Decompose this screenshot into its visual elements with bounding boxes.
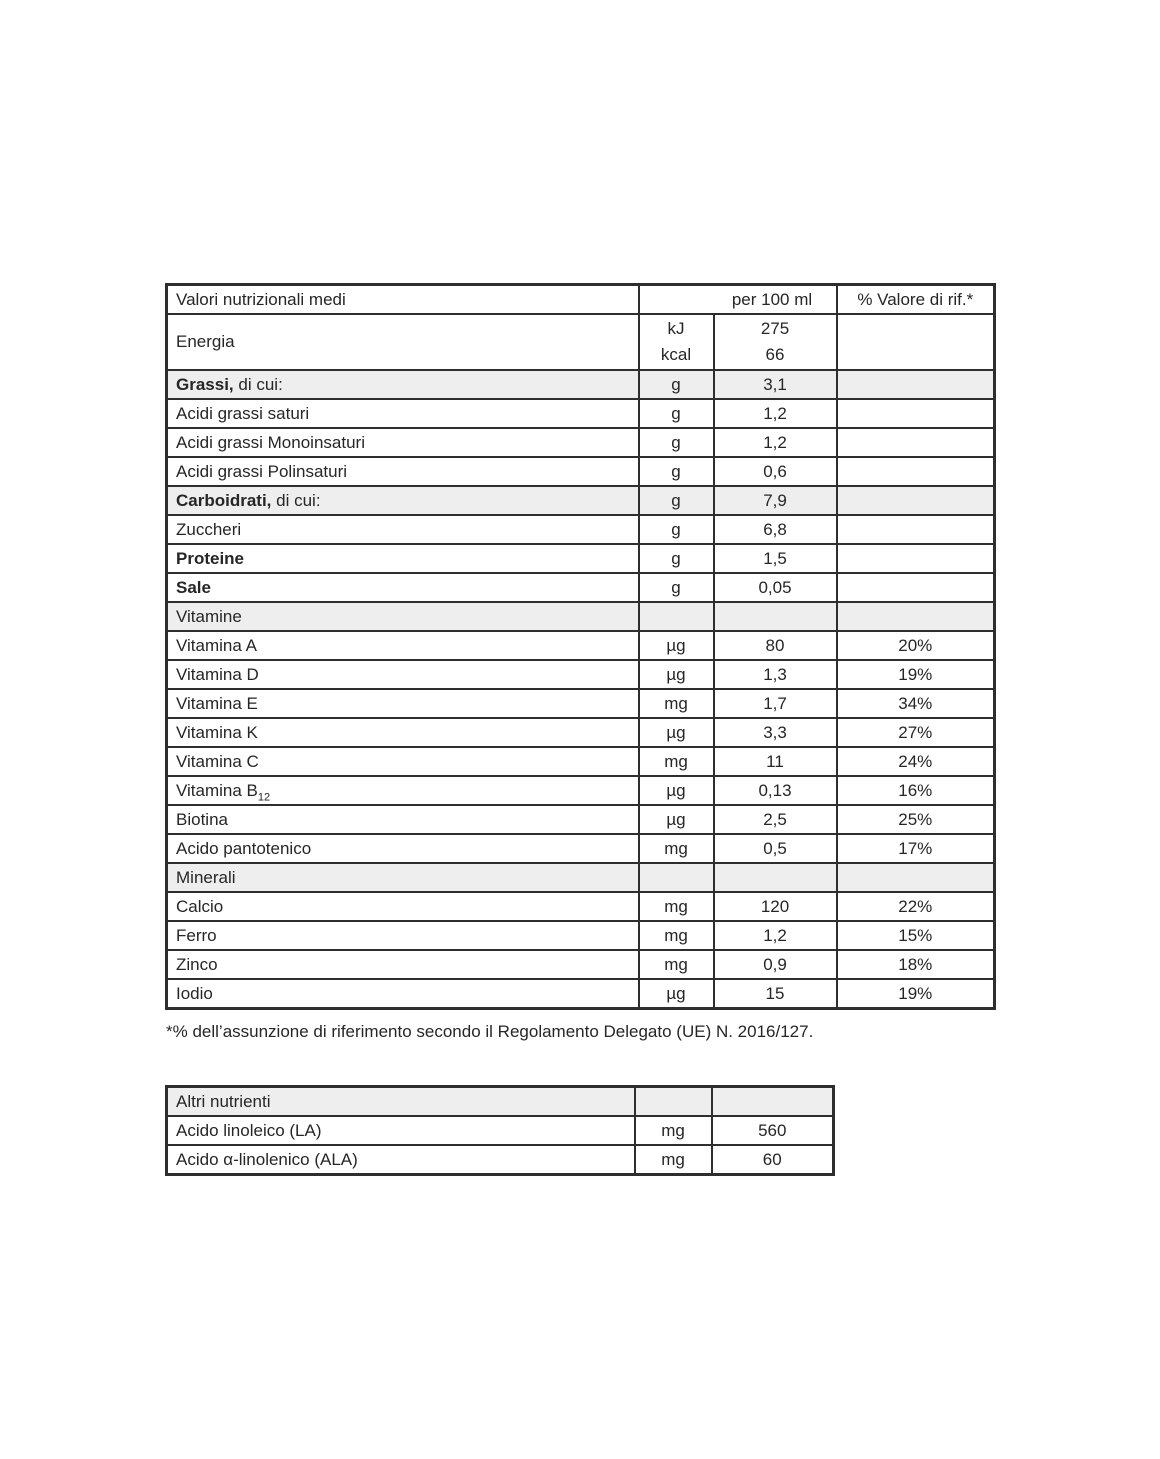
nutrient-name: Iodio bbox=[167, 979, 639, 1009]
nutrient-row bbox=[167, 486, 995, 515]
nutrient-reference-percent: 24% bbox=[837, 747, 995, 776]
section-title: Minerali bbox=[167, 863, 639, 892]
nutrient-row bbox=[167, 834, 995, 863]
nutrient-value: 560 bbox=[712, 1116, 834, 1145]
nutrient-unit: µg bbox=[639, 660, 714, 689]
nutrient-name: Grassi, di cui: bbox=[167, 370, 639, 399]
nutrient-value: 6,8 bbox=[714, 515, 837, 544]
nutrient-row bbox=[167, 921, 995, 950]
nutrient-unit: µg bbox=[639, 776, 714, 805]
nutrient-value: 1,7 bbox=[714, 689, 837, 718]
nutrient-value: 80 bbox=[714, 631, 837, 660]
nutrient-name: Carboidrati, di cui: bbox=[167, 486, 639, 515]
other-nutrients-header-unit-cell bbox=[635, 1087, 712, 1117]
nutrient-value: 0,05 bbox=[714, 573, 837, 602]
nutrient-reference-percent: 25% bbox=[837, 805, 995, 834]
nutrient-unit: mg bbox=[639, 834, 714, 863]
nutrient-row bbox=[167, 370, 995, 399]
nutrient-value: 1,2 bbox=[714, 428, 837, 457]
nutrient-reference-percent bbox=[837, 486, 995, 515]
nutrient-reference-percent bbox=[837, 457, 995, 486]
nutrient-reference-percent: 34% bbox=[837, 689, 995, 718]
nutrient-unit: g bbox=[639, 428, 714, 457]
nutrient-reference-percent bbox=[837, 863, 995, 892]
nutrient-unit: mg bbox=[635, 1145, 712, 1175]
nutrient-row bbox=[167, 892, 995, 921]
nutrient-name: Vitamina E bbox=[167, 689, 639, 718]
nutrient-unit: g bbox=[639, 399, 714, 428]
nutrient-name: Zuccheri bbox=[167, 515, 639, 544]
header-nutrients-label: Valori nutrizionali medi bbox=[167, 285, 639, 315]
nutrient-value: 0,5 bbox=[714, 834, 837, 863]
nutrient-name: Acidi grassi saturi bbox=[167, 399, 639, 428]
nutrient-name: Ferro bbox=[167, 921, 639, 950]
nutrient-name: Proteine bbox=[167, 544, 639, 573]
nutrient-unit: mg bbox=[639, 921, 714, 950]
nutrient-value: 7,9 bbox=[714, 486, 837, 515]
nutrient-row bbox=[167, 689, 995, 718]
nutrient-unit: µg bbox=[639, 805, 714, 834]
nutrient-name: Calcio bbox=[167, 892, 639, 921]
nutrient-reference-percent bbox=[837, 428, 995, 457]
nutrient-value bbox=[714, 602, 837, 631]
nutrient-value: 1,3 bbox=[714, 660, 837, 689]
nutrient-reference-percent bbox=[837, 314, 995, 370]
nutrient-value: 3,3 bbox=[714, 718, 837, 747]
section-row bbox=[167, 863, 995, 892]
nutrient-row bbox=[167, 660, 995, 689]
nutrient-row bbox=[167, 805, 995, 834]
nutrient-row bbox=[167, 979, 995, 1009]
nutrient-reference-percent: 15% bbox=[837, 921, 995, 950]
nutrient-value: 0,6 bbox=[714, 457, 837, 486]
nutrient-unit: g bbox=[639, 573, 714, 602]
section-title: Vitamine bbox=[167, 602, 639, 631]
nutrient-reference-percent bbox=[837, 573, 995, 602]
table2-header-row bbox=[167, 1087, 834, 1117]
nutrient-value: 0,13 bbox=[714, 776, 837, 805]
other-nutrients-table bbox=[165, 1085, 835, 1176]
nutrient-unit: µg bbox=[639, 631, 714, 660]
nutrient-row bbox=[167, 950, 995, 979]
nutrient-reference-percent: 19% bbox=[837, 660, 995, 689]
nutrient-unit: mg bbox=[639, 892, 714, 921]
nutrient-name: Zinco bbox=[167, 950, 639, 979]
nutrient-name: Acido linoleico (LA) bbox=[167, 1116, 635, 1145]
nutrient-unit: g bbox=[639, 457, 714, 486]
nutrient-unit: µg bbox=[639, 979, 714, 1009]
nutrient-name: Vitamina A bbox=[167, 631, 639, 660]
nutrient-name: Vitamina $B_{12}$ bbox=[167, 776, 639, 805]
nutrient-value: 11 bbox=[714, 747, 837, 776]
nutrient-value bbox=[714, 863, 837, 892]
nutrient-name: Acido α-linolenico (ALA) bbox=[167, 1145, 635, 1175]
nutrient-row bbox=[167, 718, 995, 747]
nutrient-row bbox=[167, 428, 995, 457]
nutrient-name: Biotina bbox=[167, 805, 639, 834]
nutrient-reference-percent: 20% bbox=[837, 631, 995, 660]
nutrient-row bbox=[167, 314, 995, 370]
nutrient-row bbox=[167, 515, 995, 544]
nutrient-unit: µg bbox=[639, 718, 714, 747]
nutrient-unit: g bbox=[639, 370, 714, 399]
nutrient-value: 3,1 bbox=[714, 370, 837, 399]
other-nutrients-header-label: Altri nutrienti bbox=[167, 1087, 635, 1117]
nutrient-name: Acidi grassi Polinsaturi bbox=[167, 457, 639, 486]
nutrient-reference-percent: 19% bbox=[837, 979, 995, 1009]
nutrient-value: 1,2 bbox=[714, 921, 837, 950]
nutrient-name: Acido pantotenico bbox=[167, 834, 639, 863]
nutrient-row bbox=[167, 573, 995, 602]
nutrient-name: Sale bbox=[167, 573, 639, 602]
nutrient-unit: mg bbox=[639, 950, 714, 979]
nutrient-value: 60 bbox=[712, 1145, 834, 1175]
nutrient-unit: mg bbox=[639, 747, 714, 776]
nutrient-reference-percent bbox=[837, 602, 995, 631]
nutrient-name: Acidi grassi Monoinsaturi bbox=[167, 428, 639, 457]
nutrient-value: 2,5 bbox=[714, 805, 837, 834]
nutrient-row bbox=[167, 544, 995, 573]
nutrient-reference-percent bbox=[837, 399, 995, 428]
nutrient-reference-percent: 22% bbox=[837, 892, 995, 921]
nutrient-name: Vitamina C bbox=[167, 747, 639, 776]
nutrient-name: Energia bbox=[167, 314, 639, 370]
nutrient-value: 15 bbox=[714, 979, 837, 1009]
nutrient-row bbox=[167, 747, 995, 776]
nutrient-name: Vitamina D bbox=[167, 660, 639, 689]
nutrient-reference-percent bbox=[837, 544, 995, 573]
nutrient-unit: g bbox=[639, 515, 714, 544]
nutrient-unit bbox=[639, 863, 714, 892]
nutrient-row bbox=[167, 1145, 834, 1175]
nutrient-value: 275 66 bbox=[714, 314, 837, 370]
nutrient-reference-percent: 17% bbox=[837, 834, 995, 863]
nutrient-unit: g bbox=[639, 486, 714, 515]
header-reference-value-label: % Valore di rif.* bbox=[837, 285, 995, 315]
nutrient-reference-percent: 18% bbox=[837, 950, 995, 979]
nutrient-unit: mg bbox=[635, 1116, 712, 1145]
nutrient-row bbox=[167, 776, 995, 805]
nutrient-row bbox=[167, 1116, 834, 1145]
nutrient-value: 0,9 bbox=[714, 950, 837, 979]
reference-footnote: *% dell’assunzione di riferimento secondo il Regolamento Delegato (UE) N. 2016/127. bbox=[166, 1022, 814, 1041]
nutrient-value: 1,2 bbox=[714, 399, 837, 428]
nutrient-value: 1,5 bbox=[714, 544, 837, 573]
nutrient-unit: mg bbox=[639, 689, 714, 718]
header-per-100ml-label: per 100 ml bbox=[639, 285, 837, 315]
nutrient-reference-percent: 27% bbox=[837, 718, 995, 747]
nutrient-row bbox=[167, 631, 995, 660]
nutrient-unit: kJ kcal bbox=[639, 314, 714, 370]
nutrient-reference-percent: 16% bbox=[837, 776, 995, 805]
nutrient-name: Vitamina K bbox=[167, 718, 639, 747]
nutrient-unit bbox=[639, 602, 714, 631]
nutrient-reference-percent bbox=[837, 515, 995, 544]
table-header-row bbox=[167, 285, 995, 315]
section-row bbox=[167, 602, 995, 631]
other-nutrients-header-value-cell bbox=[712, 1087, 834, 1117]
nutrient-value: 120 bbox=[714, 892, 837, 921]
nutrient-unit: g bbox=[639, 544, 714, 573]
nutrition-table bbox=[165, 283, 996, 1010]
nutrient-row bbox=[167, 399, 995, 428]
nutrient-row bbox=[167, 457, 995, 486]
nutrient-reference-percent bbox=[837, 370, 995, 399]
